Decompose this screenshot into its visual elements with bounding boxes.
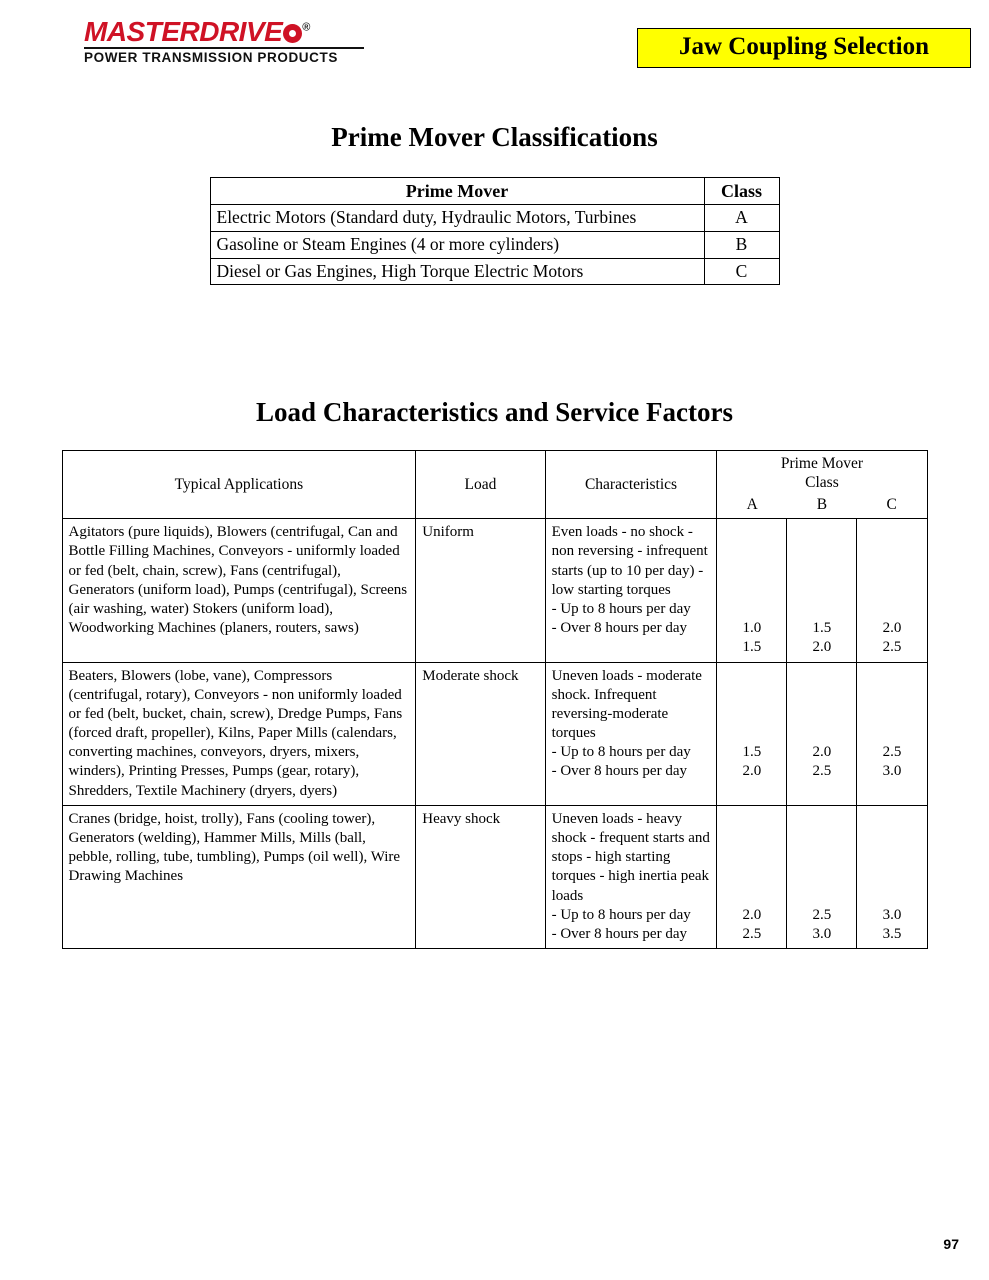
service-factor-a: [717, 662, 787, 805]
factor-a-over8h: 1.5: [742, 639, 762, 656]
factor-a-over8h: 2.5: [742, 925, 762, 942]
duty-line-2: - Over 8 hours per day: [551, 763, 687, 780]
service-factor-c: [857, 519, 927, 662]
prime-mover-title: Prime Mover Classifications: [331, 122, 658, 152]
characteristics-text: Even loads - no shock - non reversing - infrequent starts (up to 10 per day) - low starting torques: [551, 524, 708, 598]
characteristics-cell: [545, 662, 717, 805]
factor-c-over8h: 3.5: [882, 925, 902, 942]
table-row: [62, 519, 927, 662]
load-characteristics-table-wrap: [0, 450, 989, 949]
prime-mover-class: A: [704, 205, 779, 232]
logo-wordmark: [84, 18, 364, 46]
factor-c-over8h: 2.5: [882, 639, 902, 656]
factor-b-8h: 2.0: [812, 744, 832, 761]
factor-a-8h: 1.5: [742, 744, 762, 761]
factor-a-8h: 1.0: [742, 620, 762, 637]
class-label: Class: [805, 473, 839, 491]
characteristics-text: Uneven loads - heavy shock - frequent starts and stops - high starting torques - high inertia peak loads: [551, 810, 710, 904]
gear-icon: [283, 24, 302, 43]
load-characteristics-table: [62, 450, 928, 949]
col-header-class-c: C: [886, 496, 897, 514]
applications-cell: Cranes (bridge, hoist, trolly), Fans (cooling tower), Generators (welding), Hammer Mills, Mills (ball, pebble, rolling, tube, tumbling), Pumps (oil well), Wire Drawing Machines: [62, 805, 416, 948]
load-cell: Heavy shock: [416, 805, 545, 948]
prime-mover-table-wrap: [0, 177, 989, 285]
duty-line-2: - Over 8 hours per day: [551, 620, 687, 637]
prime-mover-class-heading: [717, 451, 926, 494]
characteristics-cell: [545, 805, 717, 948]
section-banner-label: Jaw Coupling Selection: [678, 33, 930, 60]
prime-mover-name: Electric Motors (Standard duty, Hydraulic Motors, Turbines: [210, 205, 704, 232]
prime-mover-label: Prime Mover: [780, 455, 864, 473]
applications-cell: Beaters, Blowers (lobe, vane), Compressors (centrifugal, rotary), Conveyors - non uniformly loaded or fed (belt, bucket, chain, screw), Dredge Pumps, Fans (forced draft, propeller), Kilns, Paper Mills (calendars, converting machines, conveyors, dryers, mixers, winders), Printing Presses, Pumps (gear, rotary), Shredders, Textile Machinery (dryers, dyers): [62, 662, 416, 805]
load-cell: Uniform: [416, 519, 545, 662]
table-row: [210, 231, 779, 258]
factor-b-8h: 1.5: [812, 620, 832, 637]
col-header-load: Load: [416, 451, 545, 519]
factor-c-8h: 2.5: [882, 744, 902, 761]
logo-wordmark-text: MASTERDRIVE: [84, 16, 283, 47]
factor-a-over8h: 2.0: [742, 763, 762, 780]
col-header-applications: Typical Applications: [62, 451, 416, 519]
service-factor-b: [787, 519, 857, 662]
factor-a-8h: 2.0: [742, 906, 762, 923]
service-factor-a: [717, 805, 787, 948]
table-row: [210, 258, 779, 285]
page-header: [0, 0, 989, 80]
duty-line-1: - Up to 8 hours per day: [551, 600, 691, 617]
service-factor-c: [857, 805, 927, 948]
logo-tagline: POWER TRANSMISSION PRODUCTS: [84, 50, 338, 65]
service-factor-a: [717, 519, 787, 662]
factor-b-over8h: 2.5: [812, 763, 832, 780]
col-header-class: Class: [704, 178, 779, 205]
characteristics-text: Uneven loads - moderate shock. Infrequent reversing-moderate torques: [551, 667, 702, 742]
table-header-row: [210, 178, 779, 205]
applications-cell: Agitators (pure liquids), Blowers (centrifugal, Can and Bottle Filling Machines, Conveyors - uniformly loaded or fed (belt, chain, screw), Fans (centrifugal), Generators (uniform load), Pumps (centrifugal), Screens (air washing, water) Stokers (uniform load), Woodworking Machines (planers, routers, saws): [62, 519, 416, 662]
table-row: [62, 805, 927, 948]
page-number: 97: [943, 1236, 959, 1252]
load-characteristics-title: Load Characteristics and Service Factors: [256, 397, 733, 428]
table-row: [210, 205, 779, 232]
col-header-characteristics: Characteristics: [545, 451, 717, 519]
table-row: [62, 662, 927, 805]
section-banner: [637, 28, 971, 68]
company-logo: [84, 18, 364, 67]
duty-line-1: - Up to 8 hours per day: [551, 906, 691, 923]
col-header-class-b: B: [816, 496, 828, 514]
service-factor-b: [787, 662, 857, 805]
factor-b-8h: 2.5: [812, 906, 832, 923]
factor-c-over8h: 3.0: [882, 763, 902, 780]
duty-line-1: - Up to 8 hours per day: [551, 744, 691, 761]
service-factor-c: [857, 662, 927, 805]
prime-mover-table: [210, 177, 780, 285]
service-factor-b: [787, 805, 857, 948]
prime-mover-class: C: [704, 258, 779, 285]
prime-mover-name: Diesel or Gas Engines, High Torque Electric Motors: [210, 258, 704, 285]
factor-c-8h: 3.0: [882, 906, 902, 923]
table-header-row: [62, 451, 927, 519]
col-header-prime-mover-class: [717, 451, 927, 519]
col-header-prime-mover: Prime Mover: [210, 178, 704, 205]
col-header-class-a: A: [746, 496, 758, 514]
prime-mover-class: B: [704, 231, 779, 258]
factor-c-8h: 2.0: [882, 620, 902, 637]
load-cell: Moderate shock: [416, 662, 545, 805]
characteristics-cell: [545, 519, 717, 662]
factor-b-over8h: 2.0: [812, 639, 832, 656]
duty-line-2: - Over 8 hours per day: [551, 925, 687, 942]
prime-mover-name: Gasoline or Steam Engines (4 or more cylinders): [210, 231, 704, 258]
registered-mark: ®: [302, 21, 310, 34]
factor-b-over8h: 3.0: [812, 925, 832, 942]
class-subheaders: [717, 494, 926, 518]
